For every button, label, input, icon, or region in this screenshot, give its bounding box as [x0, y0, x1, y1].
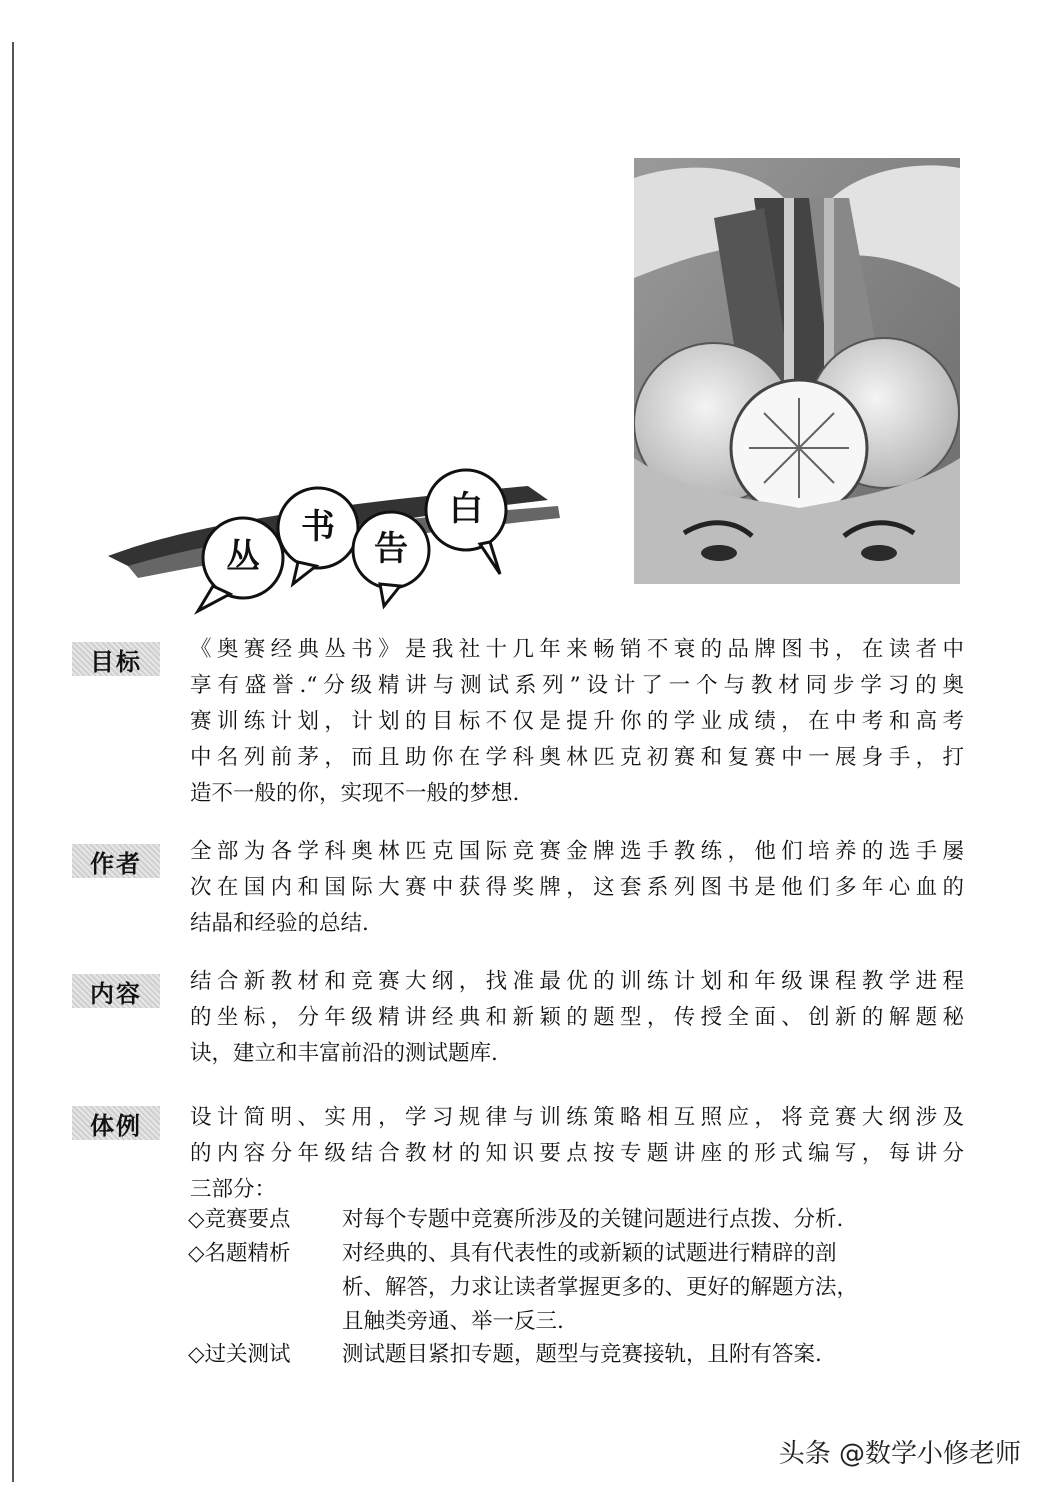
- item-desc-line: 且触类旁通、举一反三.: [342, 1309, 564, 1334]
- section-text: [190, 632, 964, 812]
- text-line: 结晶和经验的总结.: [190, 911, 369, 936]
- text-line: 结合新教材和竞赛大纲，找准最优的训练计划和年级课程教学进程: [190, 969, 964, 994]
- title-char-3: 告: [374, 529, 408, 569]
- text-line: 全部为各学科奥林匹克国际竞赛金牌选手教练，他们培养的选手屡: [190, 839, 964, 864]
- item-name: ◇过关测试: [188, 1342, 291, 1367]
- item-desc: [342, 1203, 954, 1237]
- text-line: 诀，建立和丰富前沿的测试题库.: [190, 1041, 498, 1066]
- text-line: 的坐标，分年级精讲经典和新颖的题型，传授全面、创新的解题秘: [190, 1005, 964, 1030]
- section-text: [190, 1100, 964, 1208]
- text-line: 享有盛誉.“分级精讲与测试系列”设计了一个与教材同步学习的奥: [190, 673, 964, 698]
- text-line: 赛训练计划，计划的目标不仅是提升你的学业成绩，在中考和高考: [190, 709, 964, 734]
- item-desc: [342, 1338, 954, 1372]
- text-line: 的内容分年级结合教材的知识要点按专题讲座的形式编写，每讲分: [190, 1141, 964, 1166]
- section-text: [190, 964, 964, 1072]
- item-desc-line: 对每个专题中竞赛所涉及的关键问题进行点拨、分析.: [342, 1207, 844, 1232]
- watermark: 头条 @数学小修老师: [778, 1439, 1021, 1469]
- text-line: 三部分：: [190, 1177, 277, 1202]
- section-label: 作者: [72, 844, 160, 878]
- medals-photo: [634, 158, 960, 584]
- section-label: 体例: [72, 1106, 160, 1140]
- text-line: 中名列前茅，而且助你在学科奥林匹克初赛和复赛中一展身手，打: [190, 745, 964, 770]
- section-label: 内容: [72, 974, 160, 1008]
- text-line: 《奥赛经典丛书》是我社十几年来畅销不衰的品牌图书，在读者中: [190, 637, 964, 662]
- text-line: 设计简明、实用，学习规律与训练策略相互照应，将竞赛大纲涉及: [190, 1105, 964, 1130]
- item-name: ◇名题精析: [188, 1241, 291, 1266]
- text-line: 造不一般的你，实现不一般的梦想.: [190, 781, 520, 806]
- section-label: 目标: [72, 642, 160, 676]
- item-desc-line: 析、解答，力求让读者掌握更多的、更好的解题方法，: [342, 1275, 859, 1300]
- series-title-art: [108, 466, 568, 616]
- title-char-2: 书: [301, 507, 335, 547]
- title-char-1: 丛: [226, 537, 260, 577]
- page-margin-rule: [12, 42, 14, 1482]
- title-char-4: 白: [449, 489, 483, 529]
- item-desc-line: 对经典的、具有代表性的或新颖的试题进行精辟的剖: [342, 1241, 837, 1266]
- text-line: 次在国内和国际大赛中获得奖牌，这套系列图书是他们多年心血的: [190, 875, 964, 900]
- item-desc: [342, 1237, 954, 1339]
- item-name: ◇竞赛要点: [188, 1207, 291, 1232]
- item-desc-line: 测试题目紧扣专题，题型与竞赛接轨，且附有答案.: [342, 1342, 822, 1367]
- section-text: [190, 834, 964, 942]
